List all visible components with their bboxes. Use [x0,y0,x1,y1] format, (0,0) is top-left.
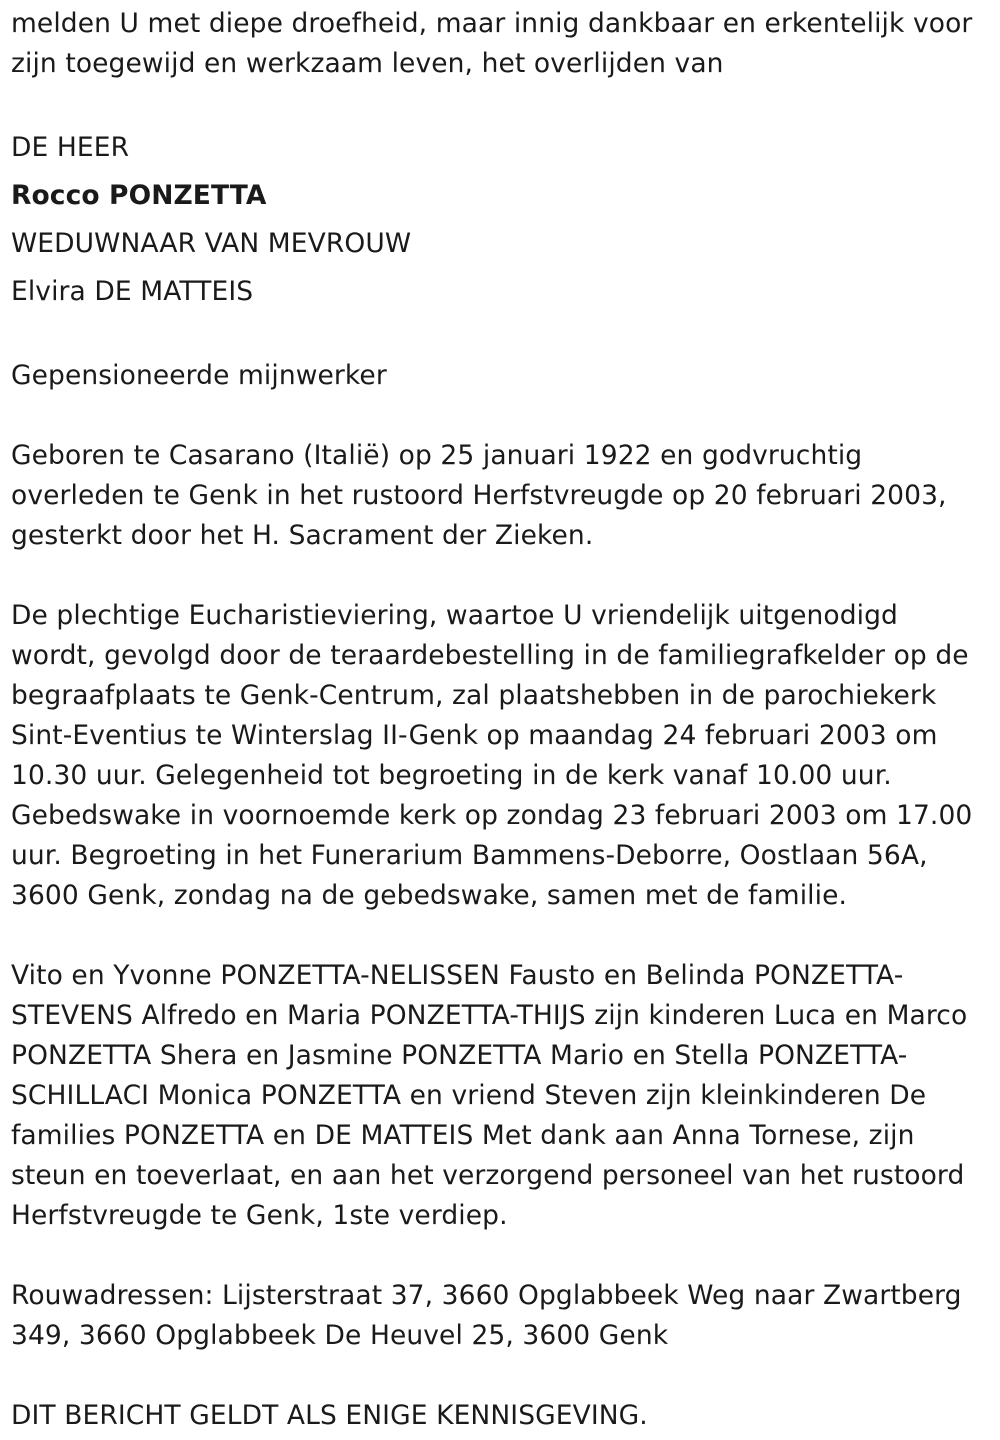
spacer [11,396,991,436]
obituary-document [11,4,991,1436]
spacer [11,556,991,596]
addresses-paragraph: Rouwadressen: Lijsterstraat 37, 3660 Opglabbeek Weg naar Zwartberg 349, 3660 Opglabbeek De Heuvel 25, 3600 Genk [11,1280,962,1351]
closing-notice: DIT BERICHT GELDT ALS ENIGE KENNISGEVING. [11,1400,648,1431]
occupation: Gepensioneerde mijnwerker [11,360,387,391]
spacer [11,916,991,956]
intro-paragraph: melden U met diepe droefheid, maar innig dankbaar en erkentelijk voor zijn toegewijd en werkzaam leven, het overlijden van [11,8,973,79]
spacer [11,316,991,356]
spacer [11,1356,991,1396]
ceremony-paragraph: De plechtige Eucharistieviering, waartoe U vriendelijk uitgenodigd wordt, gevolgd door de teraardebestelling in de familiegrafkelder op de begraafplaats te Genk-Centrum, zal plaatshebben in de parochiekerk Sint-Eventius te Winterslag II-Genk op maandag 24 februari 2003 om 10.30 uur. Gelegenheid tot begroeting in de kerk vanaf 10.00 uur. Gebedswake in voornoemde kerk op zondag 23 februari 2003 om 17.00 uur. Begroeting in het Funerarium Bammens-Deborre, Oostlaan 56A, 3600 Genk, zondag na de gebedswake, samen met de familie. [11,600,973,911]
deceased-name: Rocco PONZETTA [11,180,267,211]
relation-line: WEDUWNAAR VAN MEVROUW [11,228,412,259]
birth-death-paragraph: Geboren te Casarano (Italië) op 25 januari 1922 en godvruchtig overleden te Genk in het rustoord Herfstvreugde op 20 februari 2003, gesterkt door het H. Sacrament der Zieken. [11,440,947,551]
spacer [11,1236,991,1276]
spacer [11,84,991,124]
title-line: DE HEER [11,132,130,163]
spouse-name: Elvira DE MATTEIS [11,276,254,307]
family-paragraph: Vito en Yvonne PONZETTA-NELISSEN Fausto en Belinda PONZETTA-STEVENS Alfredo en Maria PONZETTA-THIJS zijn kinderen Luca en Marco PONZETTA Shera en Jasmine PONZETTA Mario en Stella PONZETTA-SCHILLACI Monica PONZETTA en vriend Steven zijn kleinkinderen De families PONZETTA en DE MATTEIS Met dank aan Anna Tornese, zijn steun en toeverlaat, en aan het verzorgend personeel van het rustoord Herfstvreugde te Genk, 1ste verdiep. [11,960,968,1231]
